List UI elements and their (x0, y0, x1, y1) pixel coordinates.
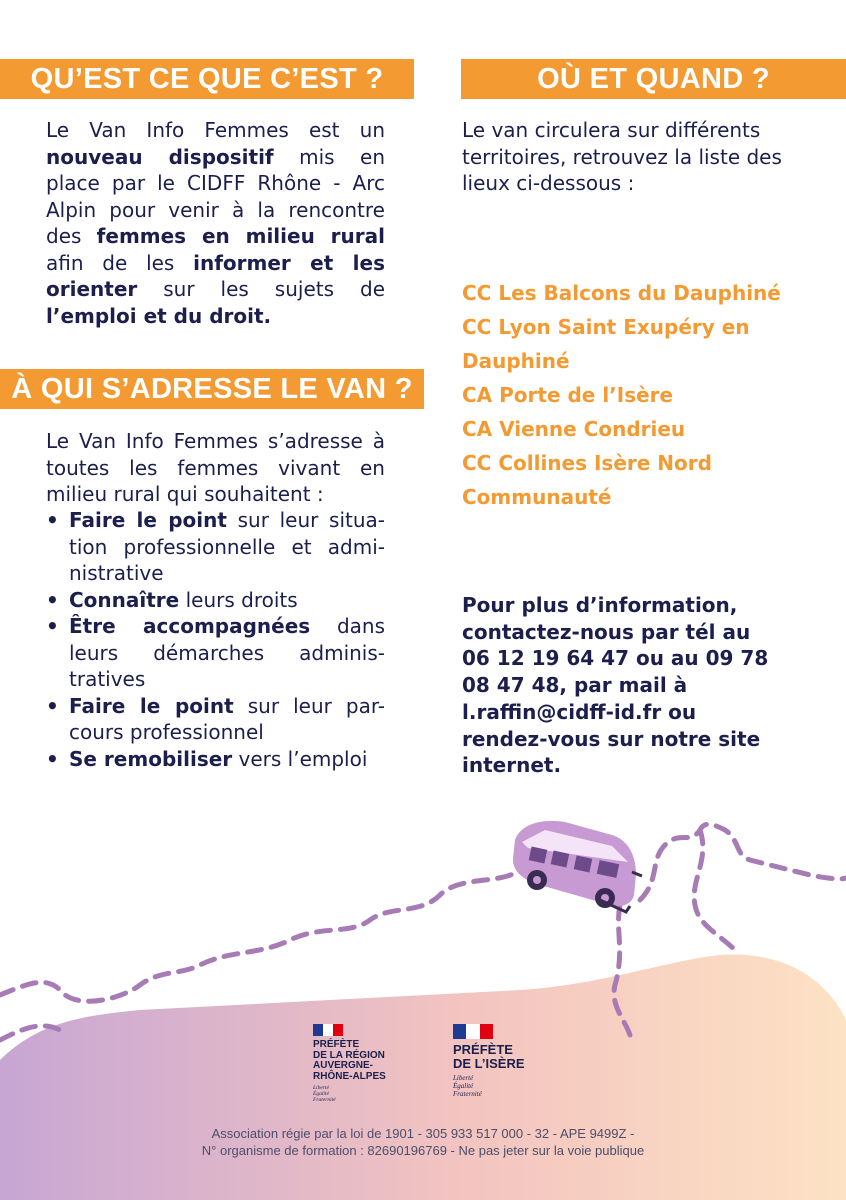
list-item: CA Vienne Condrieu (462, 417, 686, 441)
footer (0, 1125, 846, 1159)
footer-line: N° organisme de formation : 82690196769 - Ne pas jeter sur la voie publique (201, 1143, 645, 1158)
section-title-where: OÙ ET QUAND ? (461, 59, 846, 99)
list-item: Communauté (462, 485, 612, 509)
logo-prefecture-isere: PRÉFÈTE DE L’ISÈRE Liberté Égalité Fraternité (453, 1024, 525, 1098)
list-item: CC Collines Isère Nord (462, 451, 712, 475)
list-item: • Se remobiliser vers l’emploi (46, 746, 385, 773)
list-item: Dauphiné (462, 349, 570, 373)
list-item: • Faire le point sur leur par-cours professionnel (46, 693, 385, 746)
list-item: CC Les Balcons du Dauphiné (462, 281, 781, 305)
footer-line: Association régie par la loi de 1901 - 305 933 517 000 - 32 - APE 9499Z - (211, 1126, 635, 1141)
section-text-where: Le van circulera sur différents territoires, retrouvez la liste des lieux ci-dessous : (462, 118, 782, 195)
list-item: • Faire le point sur leur situa-tion professionnelle et admi-nistrative (46, 507, 385, 587)
audience-list (46, 507, 385, 772)
list-item: • Connaître leurs droits (46, 587, 385, 614)
van-illustration (513, 821, 642, 912)
section-text-what: Le Van Info Femmes est un nouveau dispositif mis en place par le CIDFF Rhône - Arc Alpin pour venir à la rencontre des femmes en milieu rural afin de les informer et les orienter sur les sujets de l’emploi et du droit. (46, 118, 386, 328)
french-flag-icon (313, 1024, 343, 1036)
contact-info: Pour plus d’information, contactez-nous par tél au 06 12 19 64 47 ou au 09 78 08 47 48, par mail à l.raffin@cidff-id.fr ou rendez-vous sur notre site internet. (462, 593, 769, 778)
list-item: CA Porte de l’Isère (462, 383, 674, 407)
section-text-who: Le Van Info Femmes s’adresse à toutes les femmes vivant en milieu rural qui souhaitent : (46, 429, 385, 506)
section-title-what: QU’EST CE QUE C’EST ? (0, 59, 414, 99)
list-item: • Être accompagnées dans leurs démarches adminis-tratives (46, 613, 385, 693)
places-list (462, 276, 822, 514)
list-item: CC Lyon Saint Exupéry en (462, 315, 750, 339)
section-title-who: À QUI S’ADRESSE LE VAN ? (0, 369, 424, 409)
logo-prefecture-region: PRÉFÈTE DE LA RÉGION AUVERGNE- RHÔNE-ALPES Liberté Égalité Fraternité (313, 1024, 386, 1103)
french-flag-icon (453, 1024, 493, 1039)
